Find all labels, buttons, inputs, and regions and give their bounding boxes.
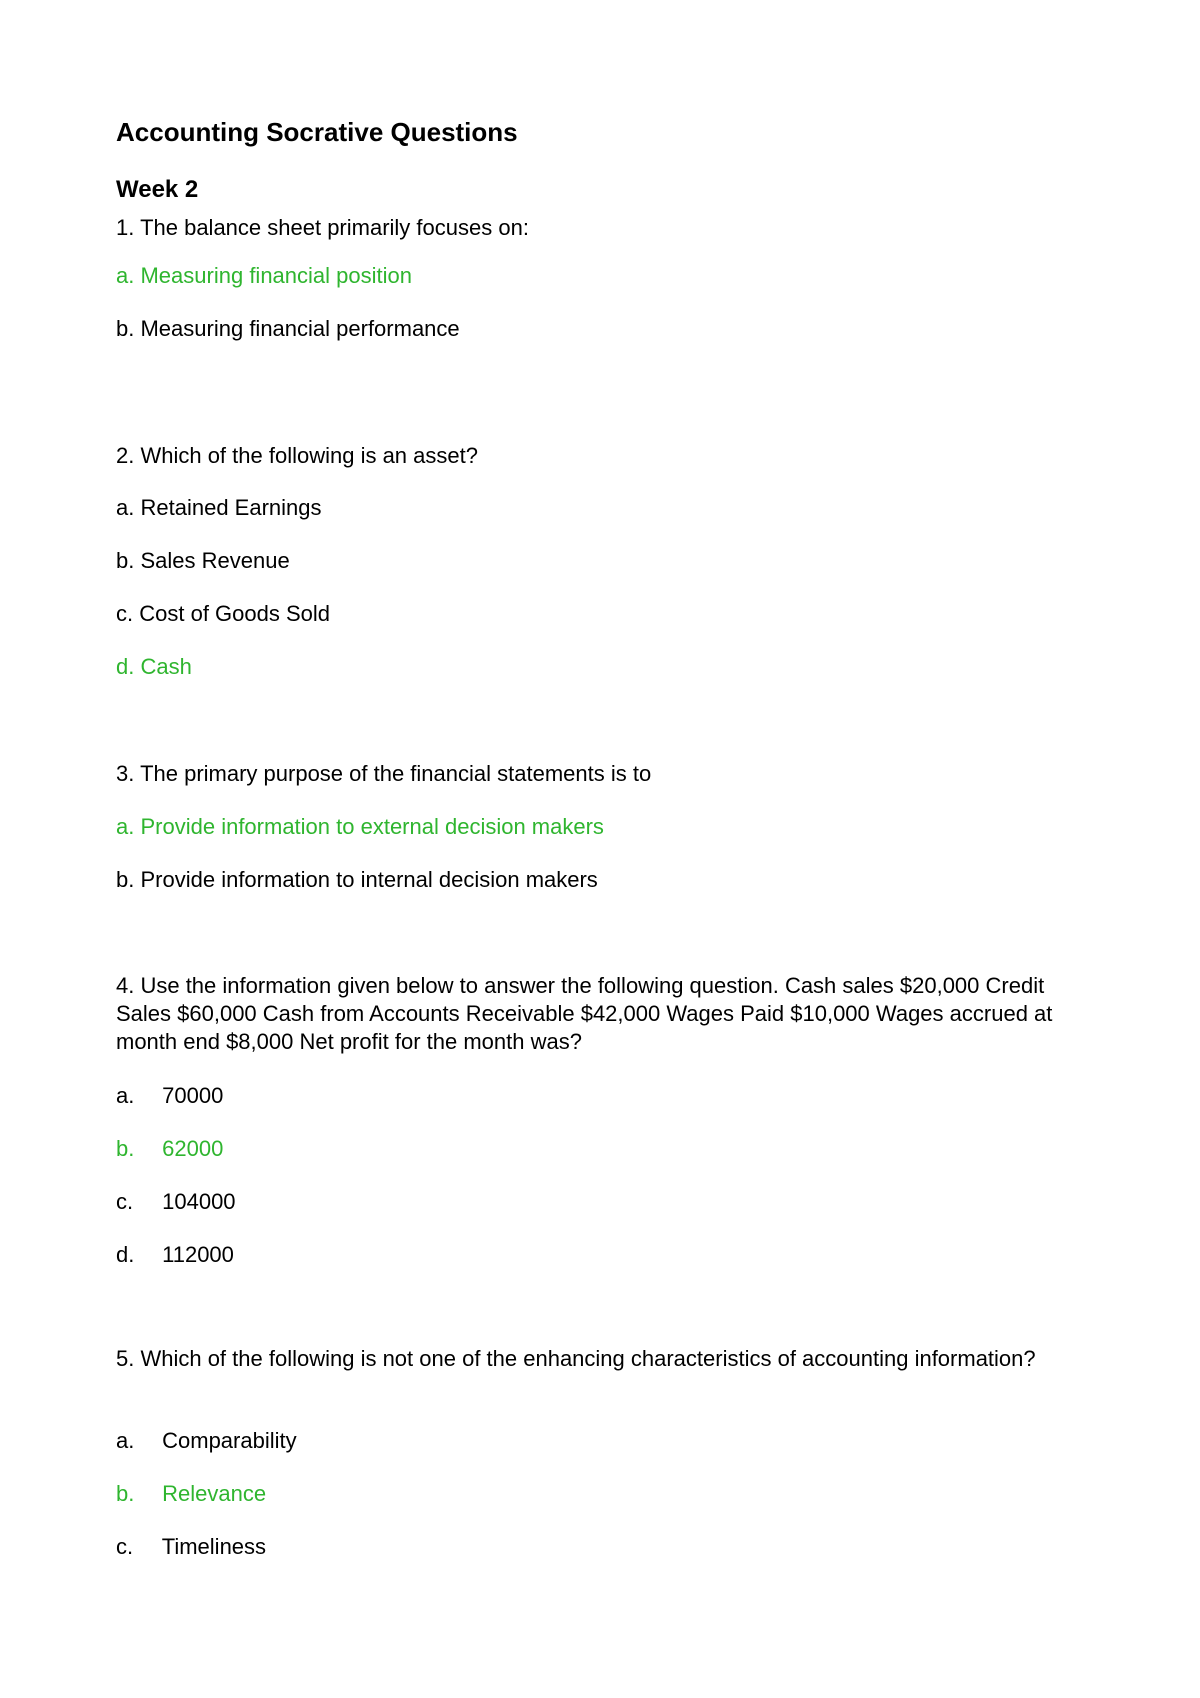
option-letter: b. xyxy=(116,1481,135,1506)
option-text: Retained Earnings xyxy=(140,495,322,520)
question-4: 4. Use the information given below to answer the following question. Cash sales $20,000 Credit Sales $60,000 Cash from Accounts Receivable $42,000 Wages Paid $10,000 Wages accrued at month end $8,000 Net profit for the month was? xyxy=(116,973,1053,1054)
question-2-option-d xyxy=(116,653,192,681)
option-text: Measuring financial performance xyxy=(140,316,460,341)
option-letter: b. xyxy=(116,1136,135,1161)
option-text: Provide information to external decision makers xyxy=(140,814,604,839)
question-3-option-b xyxy=(116,866,598,894)
question-4-option-c xyxy=(116,1188,236,1216)
option-text: 112000 xyxy=(162,1242,234,1267)
option-letter: c. xyxy=(116,601,134,626)
question-2-option-a xyxy=(116,494,322,522)
question-4-option-a xyxy=(116,1082,223,1110)
question-4-option-d xyxy=(116,1241,234,1269)
option-letter: c. xyxy=(116,1534,134,1559)
question-3: 3. The primary purpose of the financial statements is to xyxy=(116,761,652,786)
question-1: 1. The balance sheet primarily focuses on: xyxy=(116,215,529,240)
question-4-option-b xyxy=(116,1135,223,1163)
option-text: Sales Revenue xyxy=(140,548,290,573)
document-title: Accounting Socrative Questions xyxy=(116,117,518,147)
question-5-option-c xyxy=(116,1533,266,1561)
question-1-option-b xyxy=(116,315,460,343)
option-text: 104000 xyxy=(162,1189,236,1214)
option-letter: c. xyxy=(116,1189,134,1214)
option-text: Provide information to internal decision makers xyxy=(140,867,598,892)
option-letter: a. xyxy=(116,263,135,288)
question-2: 2. Which of the following is an asset? xyxy=(116,443,478,468)
option-letter: a. xyxy=(116,1083,135,1108)
question-3-option-a xyxy=(116,813,604,841)
option-letter: b. xyxy=(116,867,135,892)
option-letter: d. xyxy=(116,1242,135,1267)
option-text: Relevance xyxy=(162,1481,267,1506)
option-text: Comparability xyxy=(162,1428,297,1453)
option-text: 70000 xyxy=(162,1083,224,1108)
option-letter: d. xyxy=(116,654,135,679)
option-text: Measuring financial position xyxy=(140,263,412,288)
option-letter: b. xyxy=(116,316,135,341)
option-letter: b. xyxy=(116,548,135,573)
question-1-option-a xyxy=(116,262,412,290)
option-text: Cost of Goods Sold xyxy=(139,601,331,626)
document-subtitle: Week 2 xyxy=(116,176,199,203)
question-2-option-c xyxy=(116,600,330,628)
option-text: 62000 xyxy=(162,1136,224,1161)
question-5-option-a xyxy=(116,1427,297,1455)
option-letter: a. xyxy=(116,814,135,839)
option-letter: a. xyxy=(116,1428,135,1453)
option-text: Timeliness xyxy=(161,1534,267,1559)
question-5-option-b xyxy=(116,1480,266,1508)
question-2-option-b xyxy=(116,547,290,575)
question-5: 5. Which of the following is not one of the enhancing characteristics of accounting information? xyxy=(116,1346,1036,1371)
option-text: Cash xyxy=(140,654,192,679)
option-letter: a. xyxy=(116,495,135,520)
